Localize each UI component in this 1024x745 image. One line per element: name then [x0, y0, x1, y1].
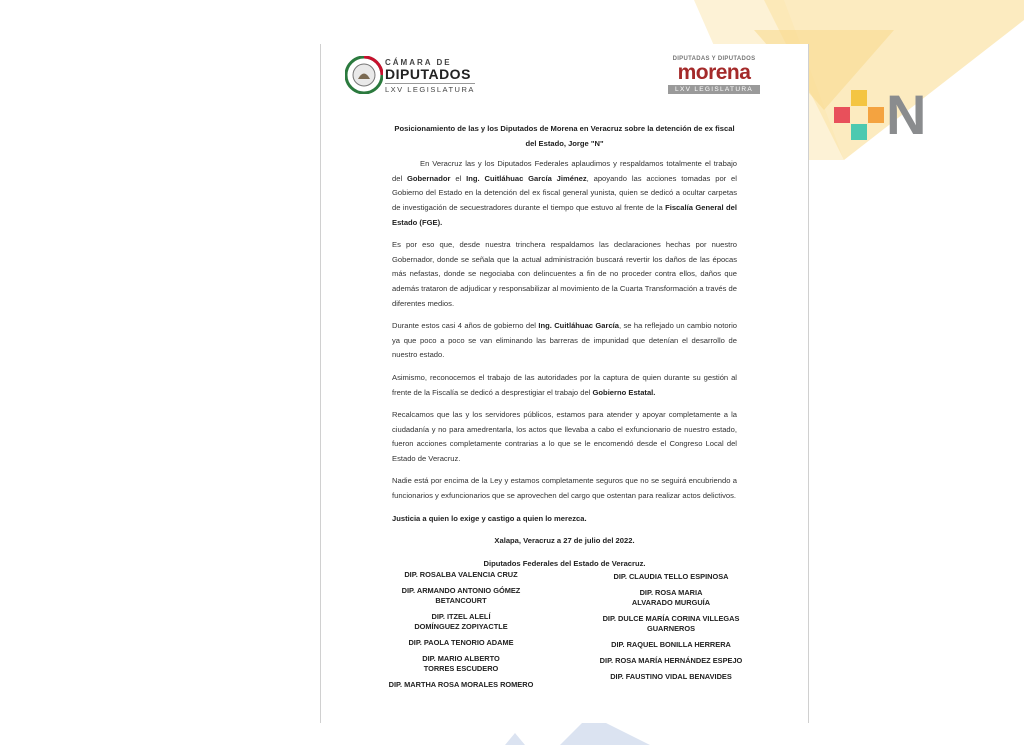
signature-name: DIP. PAOLA TENORIO ADAME	[408, 638, 514, 647]
camara-line3: LXV LEGISLATURA	[385, 85, 475, 94]
document-page	[321, 44, 808, 723]
signature-name: DIP. ROSALBA VALENCIA CRUZ	[404, 570, 518, 579]
camara-diputados-logo	[345, 56, 475, 98]
signature-name: DIP. ITZEL ALELÍ DOMÍNGUEZ ZOPIYACTLE	[414, 612, 508, 631]
paragraph-4: Asimismo, reconocemos el trabajo de las autoridades por la captura de quien durante su gestión al frente de la Fiscalía se dedicó a desprestigiar el trabajo del Gobierno Estatal.	[392, 372, 737, 397]
logo-square-orange	[868, 107, 884, 123]
morena-legislatura: LXV LEGISLATURA	[668, 85, 760, 94]
morena-wordmark: morena	[677, 61, 751, 84]
closing-statement: Justicia a quien lo exige y castigo a quien lo merezca.	[392, 513, 587, 523]
signature-name: DIP. ROSA MARIA ALVARADO MURGUÍA	[631, 588, 711, 607]
camara-line2: DIPUTADOS	[385, 66, 471, 82]
signature-name: DIP. ARMANDO ANTONIO GÓMEZ BETANCOURT	[401, 586, 521, 605]
signed-by: Diputados Federales del Estado de Veracruz.	[483, 558, 646, 568]
signature-name: DIP. MARTHA ROSA MORALES ROMERO	[388, 680, 534, 689]
paragraph-6: Nadie está por encima de la Ley y estamos completamente seguros que no se seguirá encubriendo a funcionarios y exfuncionarios que se aprovechen del cargo que ostentan para realizar actos delictivos.	[392, 476, 737, 501]
camara-line1: CÁMARA DE	[385, 58, 452, 67]
paragraph-5: Recalcamos que las y los servidores públicos, estamos para atender y apoyar completamente a la ciudadanía y no para amedrentarla, los actos que llevaba a cabo el exfuncionario de nuestro estado, fueron acciones completamente contrarias a lo que se le encomendó desde el Congreso Local del Estado de Veracruz.	[392, 410, 737, 463]
place-date: Xalapa, Veracruz a 27 de julio del 2022.	[494, 536, 635, 546]
signature-name: DIP. CLAUDIA TELLO ESPINOSA	[613, 572, 729, 581]
signature-name: DIP. DULCE MARÍA CORINA VILLEGAS GUARNEROS	[602, 614, 740, 633]
document-title: Posicionamiento de las y los Diputados de Morena en Veracruz sobre la detención de ex fiscal del Estado, Jorge "N"	[394, 124, 735, 148]
logo-square-red	[834, 107, 850, 123]
document-body	[392, 122, 737, 579]
logo-letter: N	[886, 83, 925, 146]
signatures-right-column	[581, 572, 761, 688]
site-logo[interactable]	[834, 83, 936, 146]
morena-top-text: DIPUTADAS Y DIPUTADOS	[672, 56, 756, 62]
logo-square-yellow	[851, 90, 867, 106]
signature-name: DIP. FAUSTINO VIDAL BENAVIDES	[610, 672, 732, 681]
logo-square-teal	[851, 124, 867, 140]
paragraph-2: Es por eso que, desde nuestra trinchera respaldamos las declaraciones hechas por nuestro Gobernador, donde se señala que la actual administración buscará revertir los daños de las épocas más nefastas, donde se negociaba con delincuentes a fin de no proceder contra ellos, daños que además trataron de adjudicar y responsabilizar al movimiento de la Cuarta Transformación a través de diferentes medios.	[392, 240, 737, 308]
mexican-emblem-icon	[345, 56, 383, 94]
signature-name: DIP. MARIO ALBERTO TORRES ESCUDERO	[422, 654, 500, 673]
signature-name: DIP. ROSA MARÍA HERNÁNDEZ ESPEJO	[599, 656, 743, 665]
morena-logo	[668, 56, 760, 94]
paragraph-1: En Veracruz las y los Diputados Federales aplaudimos y respaldamos totalmente el trabajo del Gobernador el Ing. Cuitláhuac García Jiménez, apoyando las acciones tomadas por el Gobierno del Estado en la detención del ex fiscal general yunista, quien se dedicó a ocultar carpetas de investigación de secuestradores durante el tiempo que estuvo al frente de la Fiscalía General del Estado (FGE).	[392, 159, 737, 227]
paragraph-3: Durante estos casi 4 años de gobierno del Ing. Cuitláhuac García, se ha reflejado un cambio notorio ya que poco a poco se van eliminando las barreras de impunidad que detenían el desarrollo de nuestro estado.	[392, 321, 737, 360]
signature-name: DIP. RAQUEL BONILLA HERRERA	[611, 640, 731, 649]
signatures-left-column	[371, 570, 551, 696]
